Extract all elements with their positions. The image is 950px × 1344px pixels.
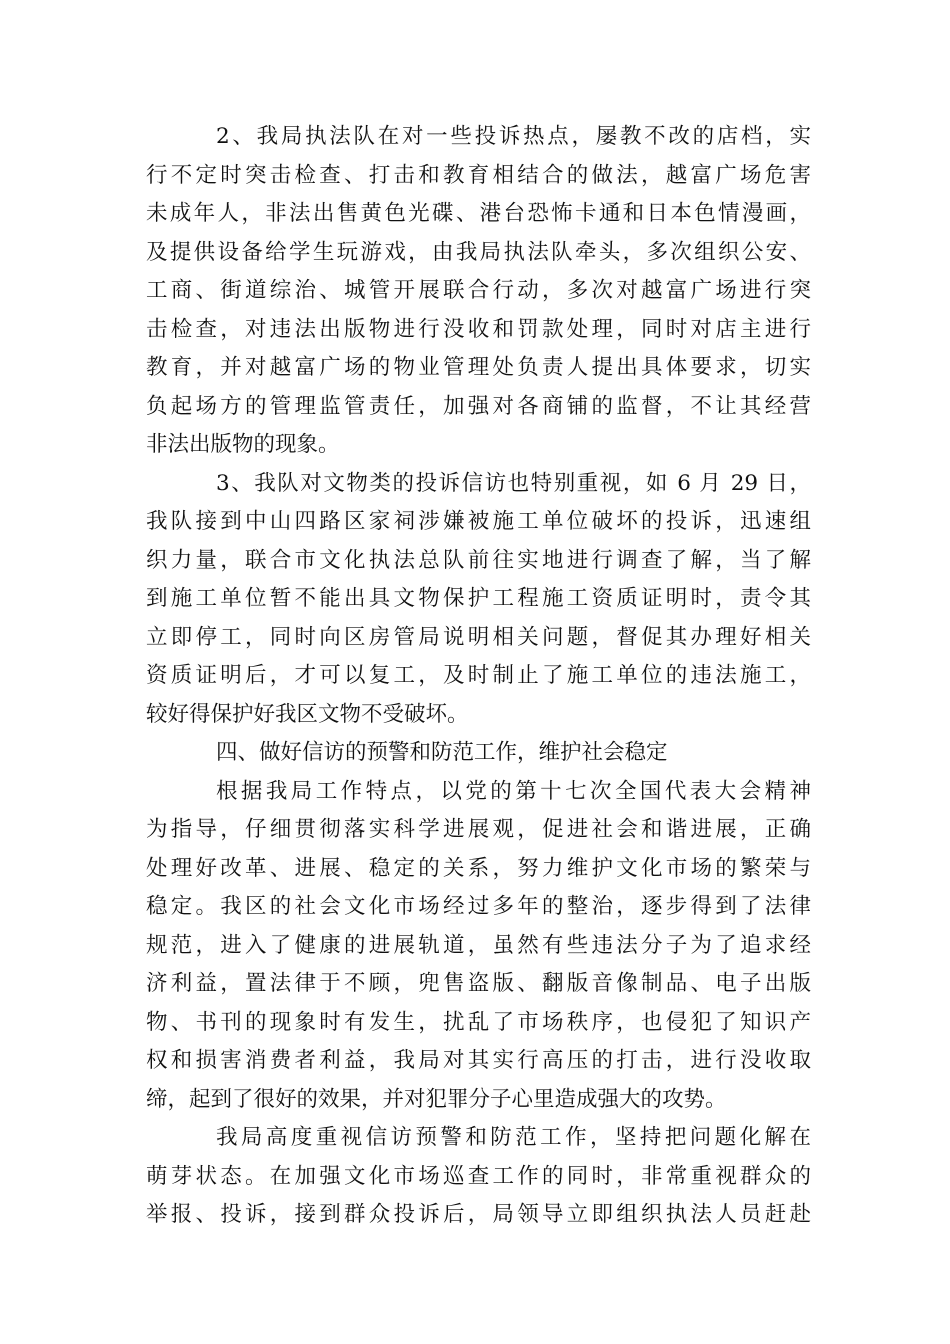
paragraph-p1 bbox=[146, 118, 811, 465]
text-line: 根据我局工作特点，以党的第十七次全国代表大会精神 bbox=[216, 778, 811, 804]
text-line: 权和损害消费者利益，我局对其实行高压的打击，进行没收取 bbox=[146, 1048, 811, 1073]
text-line: 稳定。我区的社会文化市场经过多年的整治，逐步得到了法律 bbox=[146, 894, 811, 919]
text-line: 规范，进入了健康的进展轨道，虽然有些违法分子为了追求经 bbox=[146, 932, 811, 958]
text-line: 举报、投诉，接到群众投诉后，局领导立即组织执法人员赶赴 bbox=[146, 1202, 811, 1227]
paragraph-p4 bbox=[146, 773, 811, 1120]
text-line: 织力量，联合市文化执法总队前往实地进行调查了解，当了解 bbox=[146, 547, 811, 573]
text-line: 较好得保护好我区文物不受破坏。 bbox=[146, 701, 469, 727]
text-line: 立即停工，同时向区房管局说明相关问题，督促其办理好相关 bbox=[146, 624, 811, 650]
text-line: 未成年人，非法出售黄色光碟、港台恐怖卡通和日本色情漫画， bbox=[146, 201, 811, 226]
paragraph-p3 bbox=[146, 734, 811, 773]
text-line: 及提供设备给学生玩游戏，由我局执法队牵头，多次组织公安、 bbox=[146, 239, 811, 265]
text-line: 处理好改革、进展、稳定的关系，努力维护文化市场的繁荣与 bbox=[146, 855, 811, 881]
text-line: 四、做好信访的预警和防范工作，维护社会稳定 bbox=[216, 740, 668, 765]
text-line: 工商、街道综治、城管开展联合行动，多次对越富广场进行突 bbox=[146, 278, 811, 303]
text-line: 我队接到中山四路区家祠涉嫌被施工单位破坏的投诉，迅速组 bbox=[146, 509, 811, 534]
text-line: 到施工单位暂不能出具文物保护工程施工资质证明时，责令其 bbox=[146, 586, 811, 611]
text-line: 物、书刊的现象时有发生，扰乱了市场秩序，也侵犯了知识产 bbox=[146, 1009, 811, 1035]
text-line: 萌芽状态。在加强文化市场巡查工作的同时，非常重视群众的 bbox=[146, 1163, 811, 1189]
document-body bbox=[146, 118, 811, 1235]
text-line: 济利益，置法律于不顾，兜售盗版、翻版音像制品、电子出版 bbox=[146, 971, 811, 996]
text-line: 非法出版物的现象。 bbox=[146, 432, 340, 457]
paragraph-p5 bbox=[146, 1119, 811, 1235]
text-line: 教育，并对越富广场的物业管理处负责人提出具体要求，切实 bbox=[146, 355, 811, 380]
text-line: 2、我局执法队在对一些投诉热点，屡教不改的店档，实 bbox=[216, 124, 811, 149]
text-line: 行不定时突击检查、打击和教育相结合的做法，越富广场危害 bbox=[146, 162, 811, 188]
text-line: 击检查，对违法出版物进行没收和罚款处理，同时对店主进行 bbox=[146, 316, 811, 342]
text-line: 负起场方的管理监管责任，加强对各商铺的监督，不让其经营 bbox=[146, 393, 811, 419]
paragraph-p2 bbox=[146, 465, 811, 735]
text-line: 我局高度重视信访预警和防范工作，坚持把问题化解在 bbox=[216, 1125, 811, 1150]
text-line: 缔，起到了很好的效果，并对犯罪分子心里造成强大的攻势。 bbox=[146, 1086, 727, 1112]
text-line: 3、我队对文物类的投诉信访也特别重视，如 6 月 29 日， bbox=[216, 470, 811, 496]
text-line: 为指导，仔细贯彻落实科学进展观，促进社会和谐进展，正确 bbox=[146, 817, 811, 842]
text-line: 资质证明后，才可以复工，及时制止了施工单位的违法施工， bbox=[146, 663, 811, 688]
